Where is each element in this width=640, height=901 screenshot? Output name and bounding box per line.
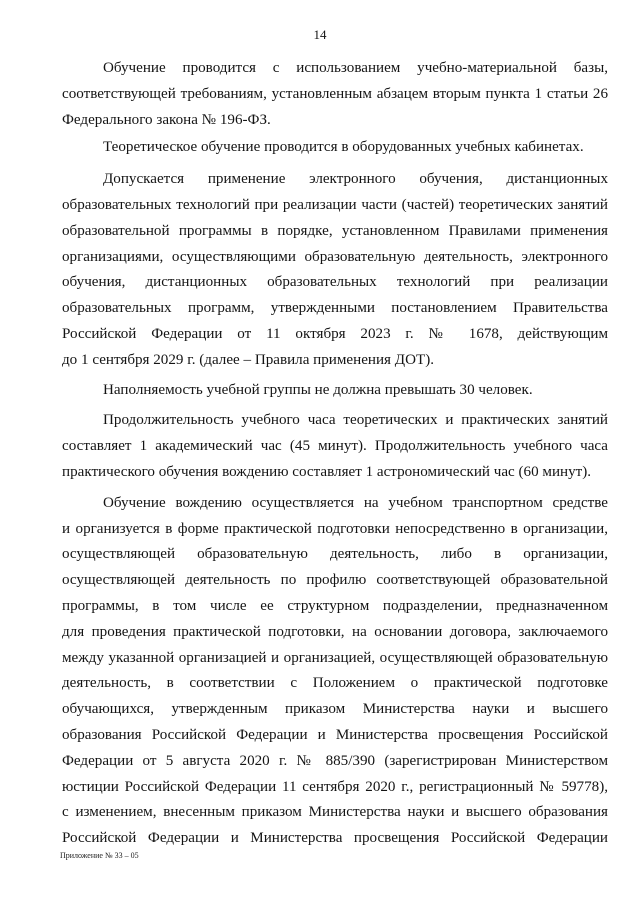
text-line: составляет 1 академический час (45 минут). Продолжительность учебного часа	[62, 438, 608, 455]
paragraph	[62, 408, 608, 485]
text-line: до 1 сентября 2029 г. (далее – Правила применения ДОТ).	[62, 351, 434, 368]
text-line: юстиции Российской Федерации 11 сентября 2020 г., регистрационный № 59778),	[62, 778, 608, 795]
text-line: Российской Федерации и Министерства просвещения Российской Федерации	[62, 830, 608, 847]
text-line: осуществляющей образовательную деятельность, либо в организации,	[62, 546, 608, 563]
text-line: деятельность, в соответствии с Положением о практической подготовке	[62, 675, 608, 692]
text-line: Федерации от 5 августа 2020 г. № 885/390 (зарегистрирован Министерством	[62, 752, 608, 769]
text-line: образовательных программ, утвержденными постановлением Правительства	[62, 300, 608, 317]
paragraph	[62, 491, 608, 852]
text-line: Обучение вождению осуществляется на учебном транспортном средстве	[103, 494, 608, 511]
text-line: Федерального закона № 196-ФЗ.	[62, 111, 271, 128]
text-line: для проведения практической подготовки, на основании договора, заключаемого	[62, 623, 608, 640]
paragraph	[62, 56, 608, 133]
text-line: Теоретическое обучение проводится в оборудованных учебных кабинетах.	[103, 139, 584, 156]
paragraph	[62, 378, 608, 404]
text-line: программы, в том числе ее структурном подразделении, предназначенном	[62, 597, 608, 614]
text-line: Обучение проводится с использованием учебно-материальной базы,	[103, 60, 608, 76]
text-line: образовательной программы в порядке, установленном Правилами применения	[62, 222, 608, 239]
text-line: осуществляющей деятельность по профилю соответствующей образовательной	[62, 572, 608, 589]
text-line: образовательных технологий при реализации части (частей) теоретических занятий	[62, 196, 608, 213]
text-line: и организуется в форме практической подготовки непосредственно в организации,	[62, 520, 608, 537]
paragraph	[62, 167, 608, 373]
text-line: Российской Федерации от 11 октября 2023 г. № 1678, действующим	[62, 325, 608, 342]
text-line: организациями, осуществляющими образовательную деятельность, электронного	[62, 248, 608, 265]
text-line: Продолжительность учебного часа теоретических и практических занятий	[103, 412, 608, 429]
text-line: Допускается применение электронного обучения, дистанционных	[103, 171, 608, 188]
body-text	[62, 56, 608, 852]
text-line: обучения, дистанционных образовательных технологий при реализации	[62, 274, 608, 291]
text-line: с изменением, внесенным приказом Министерства науки и высшего образования	[62, 804, 608, 821]
text-line: Наполняемость учебной группы не должна превышать 30 человек.	[103, 381, 533, 398]
text-line: соответствующей требованиям, установленным абзацем вторым пункта 1 статьи 26	[62, 85, 608, 102]
paragraph	[62, 135, 608, 161]
footer-note: Приложение № 33 – 05	[60, 851, 139, 860]
text-line: между указанной организацией и организацией, осуществляющей образовательную	[62, 649, 608, 666]
text-line: образования Российской Федерации и Министерства просвещения Российской	[62, 726, 608, 743]
page-number: 14	[313, 27, 327, 42]
text-line: обучающихся, утвержденным приказом Министерства науки и высшего	[62, 701, 608, 718]
text-line: практического обучения вождению составляет 1 астрономический час (60 минут).	[62, 463, 592, 480]
